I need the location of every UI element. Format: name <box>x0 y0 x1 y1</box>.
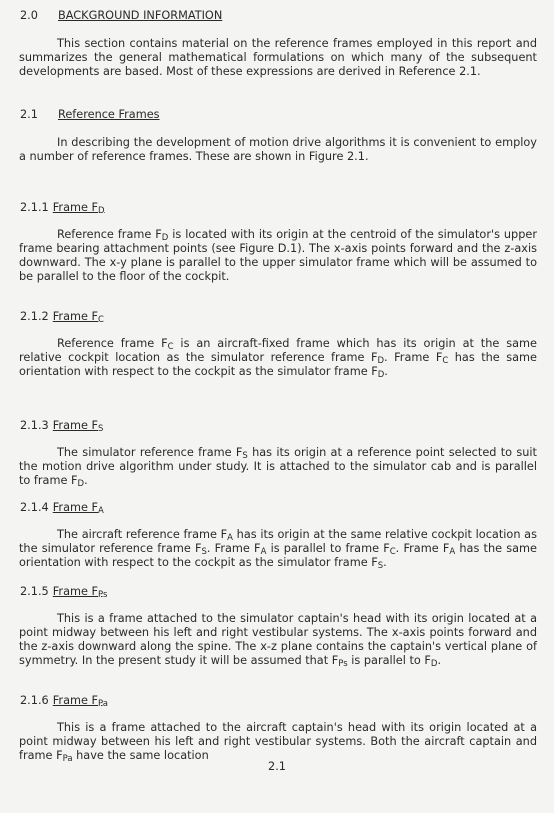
frame-heading <box>20 201 105 215</box>
frame-paragraph: This is a frame attached to the aircraft captain's head with its origin located at a point midway between his left and right vestibular systems. Both the aircraft captain and frame $F_{Pa}$ have the same location <box>19 721 537 764</box>
page-number: 2.1 <box>268 760 286 773</box>
subsection-title: Reference Frames <box>58 108 160 121</box>
frame-heading <box>20 501 104 515</box>
section-number: 2.0 <box>20 9 38 22</box>
subsection-heading <box>20 108 160 122</box>
frame-title: Frame $F_C$ <box>52 310 104 325</box>
frame-number: 2.1.6 <box>20 694 49 707</box>
frame-paragraph: This is a frame attached to the simulator captain's head with its origin located at a point midway between his left and right vestibular systems. The x-axis points forward and the z-axis downward along the spine. The x-z plane contains the captain's vertical plane of symmetry. In the present study it will be assumed that $F_{Ps}$ is parallel to $F_D$. <box>19 612 537 669</box>
frame-paragraph: Reference frame $F_D$ is located with its origin at the centroid of the simulator's upper frame bearing attachment points (see Figure D.1). The x-axis points forward and the z-axis downward. The x-y plane is parallel to the upper simulator frame which will be assumed to be parallel to the floor of the cockpit. <box>19 228 537 283</box>
frame-title: Frame $F_{Ps}$ <box>52 585 108 600</box>
subsection-intro-text: In describing the development of motion drive algorithms it is convenient to employ a number of reference frames. These are shown in Figure 2.1. <box>19 136 537 163</box>
frame-number: 2.1.2 <box>20 310 49 323</box>
frame-heading <box>20 585 107 599</box>
frame-number: 2.1.1 <box>20 201 49 214</box>
section-title: BACKGROUND INFORMATION <box>58 9 223 22</box>
frame-title: Frame $F_{Pa}$ <box>52 694 108 709</box>
frame-number: 2.1.4 <box>20 501 49 514</box>
frame-title: Frame $F_D$ <box>52 201 105 216</box>
frame-number: 2.1.5 <box>20 585 49 598</box>
frame-heading <box>20 419 103 433</box>
frame-paragraph: The simulator reference frame $F_S$ has its origin at a reference point selected to suit the motion drive algorithm under study. It is attached to the simulator cab and is parallel to frame $F_D$. <box>19 446 537 489</box>
section-heading <box>20 9 222 23</box>
section-intro-paragraph <box>19 37 537 79</box>
subsection-intro-paragraph <box>19 136 537 164</box>
frame-heading <box>20 694 108 708</box>
frame-number: 2.1.3 <box>20 419 49 432</box>
frame-paragraph: Reference frame $F_C$ is an aircraft-fixed frame which has its origin at the same relative cockpit location as the simulator reference frame $F_D$. Frame $F_C$ has the same orientation with respect to the cockpit as the simulator frame $F_D$. <box>19 337 538 380</box>
frame-title: Frame $F_A$ <box>52 501 104 516</box>
frame-title: Frame $F_S$ <box>52 419 104 434</box>
frame-paragraph: The aircraft reference frame $F_A$ has its origin at the same relative cockpit location as the simulator reference frame $F_S$. Frame $F_A$ is parallel to frame $F_C$. Frame $F_A$ has the same orientation with respect to the cockpit as the simulator frame $F_S$. <box>19 528 538 571</box>
section-intro-text: This section contains material on the reference frames employed in this report and summarizes the general mathematical formulations on which many of the subsequent developments are based. Most of these expressions are derived in Reference 2.1. <box>19 37 537 78</box>
subsection-number: 2.1 <box>20 108 38 121</box>
frame-heading <box>20 310 104 324</box>
